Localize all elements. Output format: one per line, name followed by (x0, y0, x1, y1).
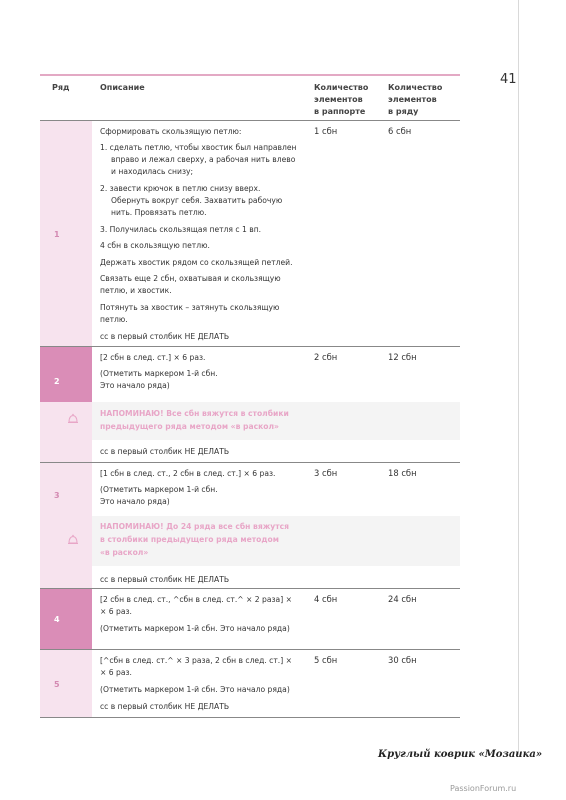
row-1-repeat: 1 сбн (314, 126, 338, 136)
row-5-cell (40, 650, 92, 718)
watermark: PassionForum.ru (450, 784, 517, 793)
row-2-total: 12 сбн (388, 352, 417, 362)
row-4-repeat: 4 сбн (314, 594, 338, 604)
row-1-cell (40, 121, 92, 346)
page-number: 41 (500, 72, 517, 87)
row-label: 2 (54, 377, 60, 386)
row-1-total: 6 сбн (388, 126, 412, 136)
header-count-repeat: Количество элементов в раппорте (314, 83, 369, 116)
row-3-repeat: 3 сбн (314, 468, 338, 478)
row-label: 5 (54, 680, 60, 689)
note-text: НАПОМИНАЮ! До 24 ряда все сбн вяжутся в столбики предыдущего ряда методом «в раскол» (100, 522, 290, 557)
row-label: 4 (54, 615, 60, 624)
row-label: 1 (54, 230, 60, 239)
row-3-after: сс в первый столбик НЕ ДЕЛАТЬ (100, 575, 230, 584)
row-5-total: 30 сбн (388, 655, 417, 665)
header-count-row: Количество элементов в ряду (388, 83, 443, 116)
bell-icon (66, 533, 80, 547)
row-3-total: 18 сбн (388, 468, 417, 478)
row-separator (40, 649, 460, 650)
header-description: Описание (100, 83, 145, 92)
row-2-after: сс в первый столбик НЕ ДЕЛАТЬ (100, 447, 230, 456)
note-text: НАПОМИНАЮ! Все сбн вяжутся в столбики предыдущего ряда методом «в раскол» (100, 409, 289, 431)
row-label: 3 (54, 491, 60, 500)
row-separator (40, 588, 460, 589)
row-3-cell (40, 463, 92, 589)
header-row: Ряд (52, 83, 70, 92)
row-separator (40, 346, 460, 347)
row-separator (40, 462, 460, 463)
footer-title: Круглый коврик «Мозаика» (378, 749, 543, 760)
row-4-total: 24 сбн (388, 594, 417, 604)
row-separator (40, 717, 460, 718)
page-edge-line (518, 0, 519, 755)
row-5-repeat: 5 сбн (314, 655, 338, 665)
row-2-repeat: 2 сбн (314, 352, 338, 362)
row-2-cell (40, 347, 92, 402)
header-rule (40, 120, 460, 121)
table-top-rule (40, 74, 460, 76)
bell-icon (66, 412, 80, 426)
row-4-cell (40, 589, 92, 649)
